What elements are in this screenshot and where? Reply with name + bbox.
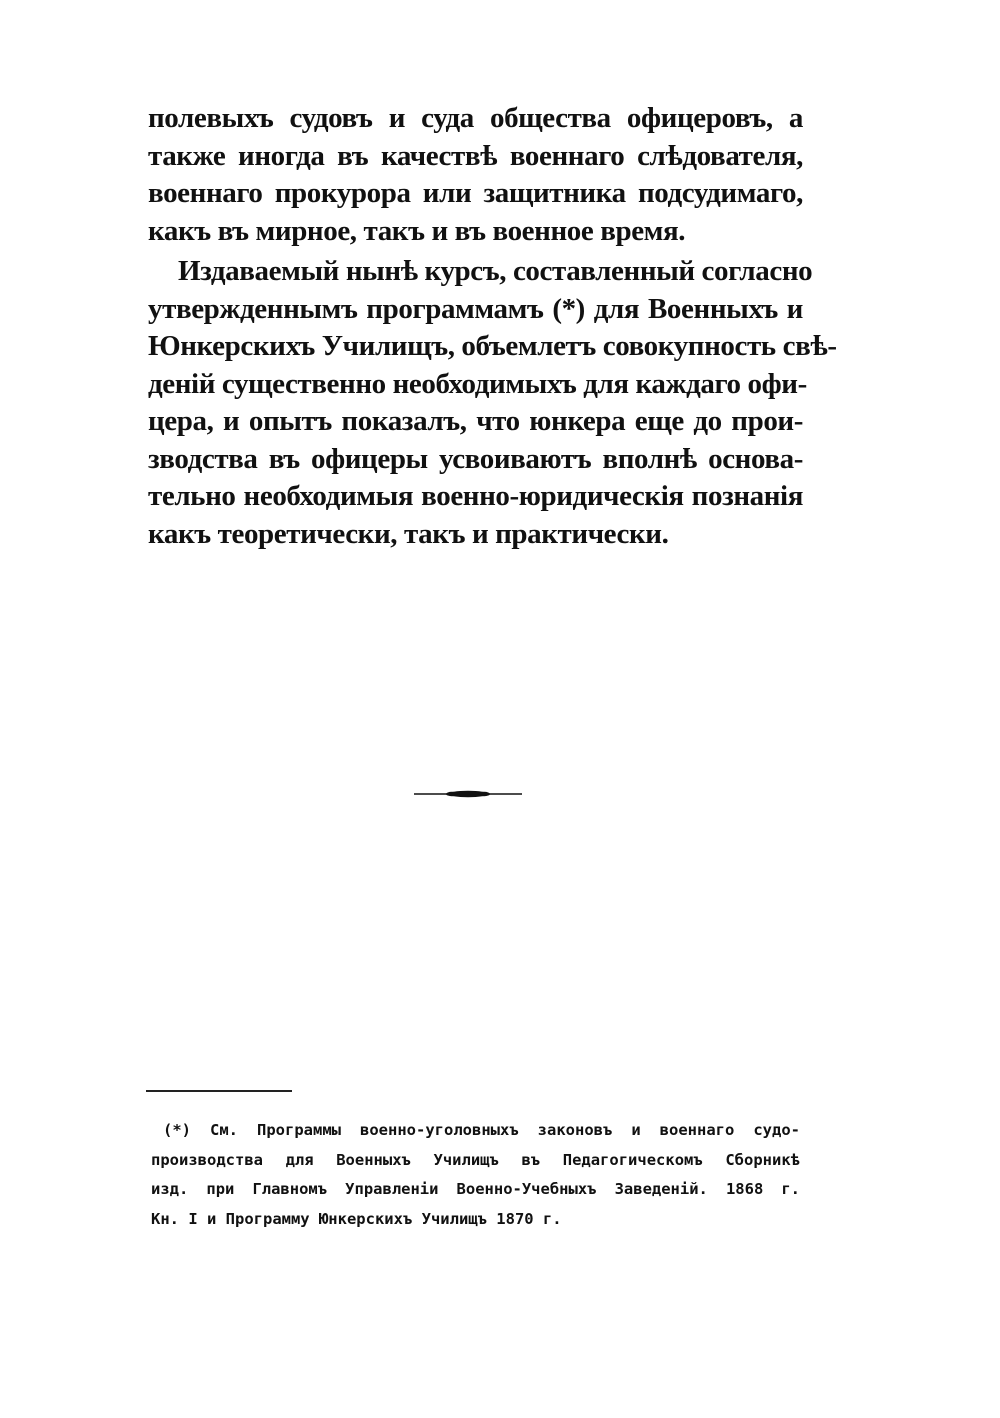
text-line: военнаго прокурора или защитника подсудимаго, xyxy=(148,177,803,209)
text-line: зводства въ офицеры усвоиваютъ вполнѣ основа- xyxy=(148,442,803,475)
paragraph-2 xyxy=(148,253,837,553)
text-line: деній существенно необходимыхъ для каждаго офи- xyxy=(148,367,807,400)
footnote-line: изд. при Главномъ Управленіи Военно-Учебныхъ Заведеній. 1868 г. xyxy=(151,1180,800,1198)
text-line: цера, и опытъ показалъ, что юнкера еще до прои- xyxy=(148,405,803,437)
text-line: также иногда въ качествѣ военнаго слѣдователя, xyxy=(148,139,803,172)
section-divider-ornament xyxy=(414,788,522,800)
footnote-line: (*) См. Программы военно-уголовныхъ законовъ и военнаго судо- xyxy=(163,1121,800,1139)
text-line: Издаваемый нынѣ курсъ, составленный согласно xyxy=(178,255,813,287)
footnote-separator xyxy=(146,1090,292,1092)
main-text xyxy=(148,100,837,553)
text-line: полевыхъ судовъ и суда общества офицеровъ, а xyxy=(148,102,803,134)
text-line: тельно необходимыя военно-юридическія познанія xyxy=(148,480,803,512)
text-line: Юнкерскихъ Училищъ, объемлетъ совокупность свѣ- xyxy=(148,330,837,362)
footnote-line: производства для Военныхъ Училищъ въ Педагогическомъ Сборникѣ xyxy=(151,1150,800,1169)
text-line: утвержденнымъ программамъ (*) для Военныхъ и xyxy=(148,292,803,325)
text-line: какъ въ мирное, такъ и въ военное время. xyxy=(148,214,686,247)
footnote-line: Кн. I и Программу Юнкерскихъ Училищъ 1870 г. xyxy=(151,1209,562,1228)
text-line: какъ теоретически, такъ и практически. xyxy=(148,517,669,550)
paragraph-1 xyxy=(148,100,803,250)
footnote xyxy=(151,1116,800,1234)
